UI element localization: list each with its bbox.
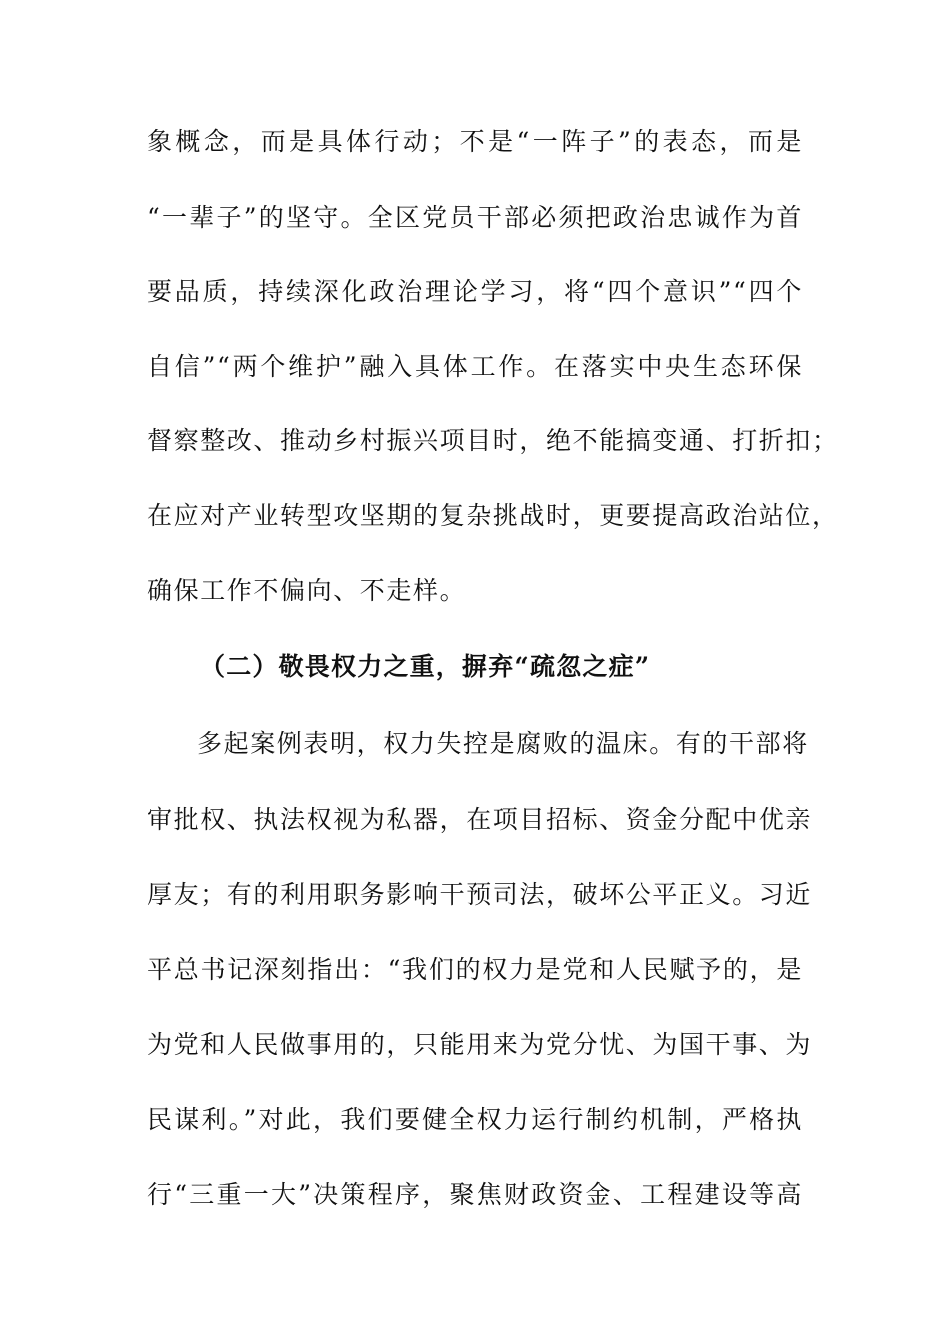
paragraph-line: 为党和人民做事用的，只能用来为党分忧、为国干事、为 — [147, 1030, 813, 1059]
paragraph-line: 行“三重一大”决策程序，聚焦财政资金、工程建设等高 — [147, 1180, 803, 1209]
paragraph-line: 自信”“两个维护”融入具体工作。在落实中央生态环保 — [147, 352, 803, 381]
paragraph-line: 厚友；有的利用职务影响干预司法，破坏公平正义。习近 — [147, 880, 813, 909]
paragraph-line: 在应对产业转型攻坚期的复杂挑战时，更要提高政治站位， — [147, 501, 839, 530]
paragraph-line: 平总书记深刻指出：“我们的权力是党和人民赋予的，是 — [147, 955, 803, 984]
paragraph-line: 多起案例表明，权力失控是腐败的温床。有的干部将 — [197, 729, 809, 758]
paragraph-line: 民谋利。”对此，我们要健全权力运行制约机制，严格执 — [147, 1105, 803, 1134]
section-heading: （二）敬畏权力之重，摒弃“疏忽之症” — [200, 652, 651, 681]
paragraph-line: 要品质，持续深化政治理论学习，将“四个意识”“四个 — [147, 277, 803, 306]
paragraph-line: 确保工作不偏向、不走样。 — [147, 576, 467, 605]
paragraph-line: 督察整改、推动乡村振兴项目时，绝不能搞变通、打折扣； — [147, 426, 839, 455]
paragraph-line: “一辈子”的坚守。全区党员干部必须把政治忠诚作为首 — [147, 203, 803, 232]
paragraph-line: 审批权、执法权视为私器，在项目招标、资金分配中优亲 — [147, 805, 813, 834]
paragraph-line: 象概念，而是具体行动；不是“一阵子”的表态，而是 — [147, 127, 803, 156]
